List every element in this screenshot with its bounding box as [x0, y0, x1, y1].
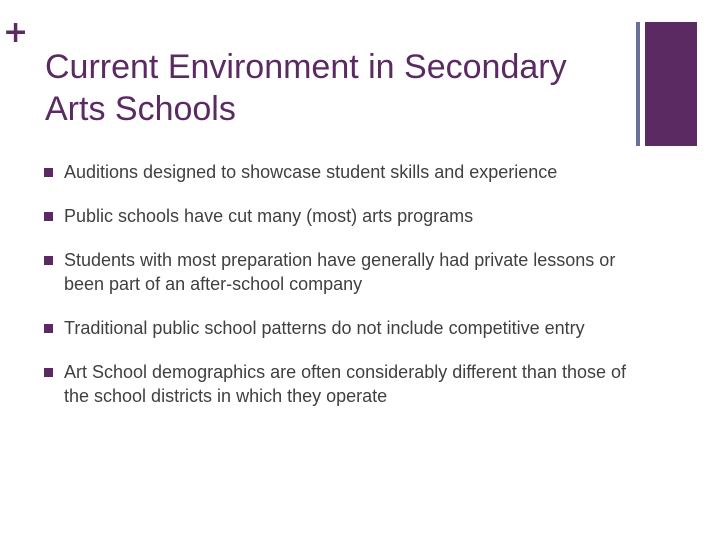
bullet-square-icon — [44, 168, 53, 177]
bullet-square-icon — [44, 212, 53, 221]
bullet-square-icon — [44, 368, 53, 377]
bullet-text: Students with most preparation have generally had private lessons or been part of an after-school company — [64, 250, 616, 294]
bullet-square-icon — [44, 324, 53, 333]
slide-title — [45, 46, 625, 130]
bullet-text: Traditional public school patterns do not include competitive entry — [64, 318, 585, 338]
accent-bar-thin — [636, 22, 640, 146]
list-item — [40, 360, 630, 408]
plus-icon: + — [3, 15, 29, 50]
slide-title-line-1: Current Environment in Secondary — [45, 48, 567, 86]
list-item — [40, 316, 630, 340]
list-item — [40, 248, 630, 296]
bullet-text: Art School demographics are often considerably different than those of the school districts in which they operate — [64, 362, 627, 406]
bullet-square-icon — [44, 256, 53, 265]
list-item — [40, 160, 630, 184]
accent-bar-thick — [645, 22, 697, 146]
slide-title-line-2: Arts Schools — [45, 90, 236, 128]
bullet-text: Public schools have cut many (most) arts programs — [64, 206, 474, 226]
bullet-text: Auditions designed to showcase student skills and experience — [64, 162, 558, 182]
list-item — [40, 204, 630, 228]
bullet-list — [40, 160, 630, 428]
